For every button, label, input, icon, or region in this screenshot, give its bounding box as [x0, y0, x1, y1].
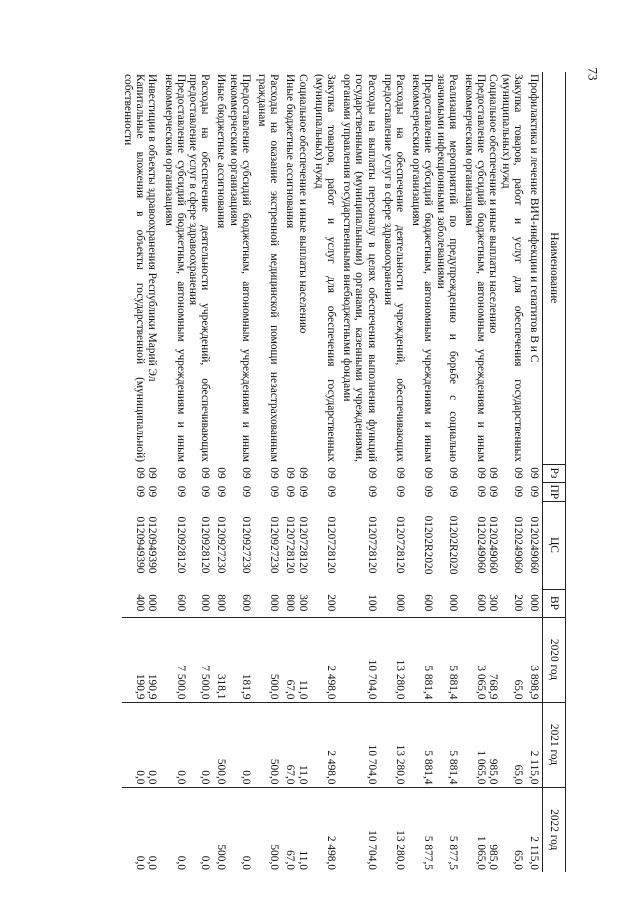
- cell-rz: 09: [174, 467, 187, 479]
- cell-pr: 09: [296, 485, 309, 498]
- cell-2021: 65,0: [499, 702, 523, 787]
- cell-2022: 67,0: [284, 787, 296, 872]
- table-row: [463, 72, 487, 872]
- cell-name: Инвестиции в объекты здравоохранения Республики Марий Эл: [146, 74, 159, 382]
- header-rz: Рз: [543, 464, 566, 482]
- cell-2021: 500,0: [256, 702, 280, 787]
- cell-name: Профилактика и лечение ВИЧ-инфекции и гепатитов В и С: [528, 74, 540, 363]
- cell-cs: 0120927230: [215, 516, 228, 574]
- row-spacer: [252, 72, 256, 872]
- spacer-cell: [309, 482, 313, 501]
- spacer-cell: [158, 617, 162, 702]
- cell-cs: 0120249060: [511, 516, 524, 574]
- cell-vr: 600: [239, 594, 252, 612]
- cell-name: Предоставление субсидий бюджетным, автономным учреждениям и иным некоммерческим организациям: [410, 74, 435, 462]
- spacer-cell: [459, 787, 463, 872]
- table-row: [146, 72, 158, 872]
- cell-rz: 09: [487, 467, 500, 479]
- table-header-row: [543, 72, 566, 872]
- cell-2021: 1 065,0: [463, 702, 487, 787]
- cell-name: Иные бюджетные ассигнования: [215, 74, 228, 229]
- cell-vr: 000: [199, 594, 212, 612]
- cell-2020: 318,1: [215, 617, 227, 702]
- spacer-cell: [406, 787, 410, 872]
- cell-2022: 11,0: [296, 787, 308, 872]
- header-pr: ПР: [543, 482, 566, 501]
- cell-2020: 7 500,0: [162, 617, 186, 702]
- cell-2022: 65,0: [499, 787, 523, 872]
- cell-2021: 0,0: [227, 702, 251, 787]
- cell-2021: 5 881,4: [434, 702, 458, 787]
- cell-pr: 09: [174, 485, 187, 498]
- cell-2020: 190,9: [122, 617, 146, 702]
- cell-cs: 0120249060: [475, 516, 488, 574]
- spacer-cell: [252, 617, 256, 702]
- table-row: [499, 72, 523, 872]
- cell-vr: 600: [174, 594, 187, 612]
- spacer-cell: [459, 482, 463, 501]
- cell-vr: 800: [215, 594, 228, 612]
- cell-pr: 09: [284, 485, 297, 498]
- cell-rz: 09: [511, 467, 524, 479]
- cell-vr: 000: [268, 594, 281, 612]
- spacer-cell: [378, 589, 382, 617]
- row-spacer: [309, 72, 313, 872]
- cell-2022: 0,0: [146, 787, 158, 872]
- header-name: Наименование: [543, 72, 566, 464]
- table-row: [296, 72, 308, 872]
- spacer-cell: [252, 72, 256, 464]
- cell-rz: 09: [422, 467, 435, 479]
- cell-2021: 2 115,0: [528, 702, 543, 787]
- cell-rz: 09: [296, 467, 309, 479]
- cell-2021: 985,0: [487, 702, 499, 787]
- spacer-cell: [406, 702, 410, 787]
- cell-rz: 09: [268, 467, 281, 479]
- cell-2020: 2 498,0: [313, 617, 337, 702]
- cell-cs: 0120927230: [239, 516, 252, 574]
- header-cs: ЦС: [543, 501, 566, 589]
- cell-2022: 0,0: [187, 787, 211, 872]
- table-row: [256, 72, 280, 872]
- spacer-cell: [158, 702, 162, 787]
- cell-name: Расходы на обеспечение деятельности учреждений, обеспечивающих предоставление услуг в сфере здравоохранения: [381, 74, 406, 462]
- cell-cs: 0120927230: [268, 516, 281, 574]
- spacer-cell: [378, 787, 382, 872]
- cell-2021: 67,0: [284, 702, 296, 787]
- spacer-cell: [158, 589, 162, 617]
- cell-2021: 0,0: [122, 702, 146, 787]
- table-row: [215, 72, 227, 872]
- cell-name: Социальное обеспечение и иные выплаты населению: [296, 74, 309, 334]
- spacer-cell: [309, 702, 313, 787]
- cell-2021: 11,0: [296, 702, 308, 787]
- spacer-cell: [378, 702, 382, 787]
- spacer-cell: [406, 482, 410, 501]
- cell-rz: 09: [239, 467, 252, 479]
- spacer-cell: [252, 501, 256, 589]
- cell-vr: 400: [134, 594, 147, 612]
- cell-pr: 09: [146, 485, 159, 498]
- cell-2021: 0,0: [146, 702, 158, 787]
- table-row: [284, 72, 296, 872]
- cell-cs: 0120949390: [134, 516, 147, 574]
- cell-name: Социальное обеспечение и иные выплаты населению: [487, 74, 500, 334]
- cell-2020: 13 280,0: [382, 617, 406, 702]
- table-row: [487, 72, 499, 872]
- cell-2020: 181,9: [227, 617, 251, 702]
- table-body: [122, 72, 543, 872]
- cell-pr: 09: [268, 485, 281, 498]
- cell-2022: 1 065,0: [463, 787, 487, 872]
- header-2022: 2022 год: [543, 787, 566, 872]
- spacer-cell: [309, 617, 313, 702]
- cell-pr: 09: [324, 485, 337, 498]
- cell-vr: 000: [446, 594, 459, 612]
- cell-vr: 000: [393, 594, 406, 612]
- spacer-cell: [337, 589, 341, 617]
- cell-pr: 09: [475, 485, 488, 498]
- cell-vr: 200: [511, 594, 524, 612]
- page-number: 73: [585, 67, 601, 81]
- cell-pr: 09: [446, 485, 459, 498]
- header-2021: 2021 год: [543, 702, 566, 787]
- cell-cs: 0120928120: [174, 516, 187, 574]
- cell-vr: 300: [296, 594, 309, 612]
- spacer-cell: [158, 464, 162, 482]
- cell-2022: 5 877,5: [410, 787, 434, 872]
- table-row: [227, 72, 251, 872]
- cell-pr: 09: [487, 485, 500, 498]
- cell-pr: 09: [199, 485, 212, 498]
- spacer-cell: [378, 464, 382, 482]
- cell-2021: 0,0: [162, 702, 186, 787]
- cell-2021: 500,0: [215, 702, 227, 787]
- spacer-cell: [337, 702, 341, 787]
- cell-vr: 600: [475, 594, 488, 612]
- cell-vr: 000: [528, 594, 540, 612]
- cell-cs: 0120728120: [284, 516, 297, 574]
- cell-2022: 2 115,0: [528, 787, 543, 872]
- spacer-cell: [406, 589, 410, 617]
- cell-2022: 0,0: [227, 787, 251, 872]
- cell-pr: 09: [511, 485, 524, 498]
- header-vr: ВР: [543, 589, 566, 617]
- header-2020: 2020 год: [543, 617, 566, 702]
- spacer-cell: [158, 501, 162, 589]
- cell-name: Предоставление субсидий бюджетным, автономным учреждениям и иным некоммерческим организациям: [162, 74, 187, 462]
- cell-name: Капитальные вложения в объекты государственной (муниципальной) собственности: [121, 74, 147, 462]
- table-row: [162, 72, 186, 872]
- cell-2020: 190,9: [146, 617, 158, 702]
- cell-rz: 09: [199, 467, 212, 479]
- cell-2020: 10 704,0: [341, 617, 378, 702]
- cell-2021: 10 704,0: [341, 702, 378, 787]
- spacer-cell: [252, 787, 256, 872]
- spacer-cell: [337, 482, 341, 501]
- cell-cs: 0120728120: [324, 516, 337, 574]
- cell-name: Закупка товаров, работ и услуг для обеспечения государственных (муниципальных) нужд: [499, 74, 524, 462]
- cell-2022: 0,0: [162, 787, 186, 872]
- cell-pr: 09: [215, 485, 228, 498]
- cell-2020: 5 881,4: [410, 617, 434, 702]
- cell-cs: 01202R2020: [422, 515, 435, 575]
- cell-2020: 5 881,4: [434, 617, 458, 702]
- cell-2020: 67,0: [284, 617, 296, 702]
- cell-cs: 0120249060: [487, 516, 500, 574]
- cell-rz: 09: [365, 467, 378, 479]
- cell-name: Расходы на оказание экстренной медицинской помощи незастрахованным гражданам: [255, 74, 281, 462]
- spacer-cell: [459, 501, 463, 589]
- cell-2020: 65,0: [499, 617, 523, 702]
- cell-2020: 7 500,0: [187, 617, 211, 702]
- cell-name: Предоставление субсидий бюджетным, автономным учреждениям и иным некоммерческим организациям: [462, 74, 488, 462]
- cell-2022: 2 498,0: [313, 787, 337, 872]
- spacer-cell: [309, 787, 313, 872]
- cell-cs: 0120728120: [393, 516, 406, 574]
- spacer-cell: [378, 617, 382, 702]
- cell-2022: 500,0: [256, 787, 280, 872]
- cell-rz: 09: [475, 467, 488, 479]
- cell-rz: 09: [446, 467, 459, 479]
- cell-2022: 0,0: [122, 787, 146, 872]
- spacer-cell: [337, 464, 341, 482]
- spacer-cell: [406, 501, 410, 589]
- cell-2020: 768,9: [487, 617, 499, 702]
- cell-2021: 13 280,0: [382, 702, 406, 787]
- table-row: [382, 72, 406, 872]
- cell-pr: 09: [365, 485, 378, 498]
- cell-cs: 01202R2020: [446, 515, 459, 575]
- cell-cs: 0120949390: [146, 516, 159, 574]
- table-row: [187, 72, 211, 872]
- spacer-cell: [406, 464, 410, 482]
- cell-2020: 500,0: [256, 617, 280, 702]
- cell-2022: 500,0: [215, 787, 227, 872]
- spacer-cell: [337, 501, 341, 589]
- spacer-cell: [459, 589, 463, 617]
- cell-2020: 3 065,0: [463, 617, 487, 702]
- cell-2022: 10 704,0: [341, 787, 378, 872]
- cell-rz: 09: [324, 467, 337, 479]
- cell-pr: 09: [393, 485, 406, 498]
- table-row: [434, 72, 458, 872]
- cell-vr: 800: [284, 594, 297, 612]
- cell-rz: 09: [528, 467, 540, 479]
- cell-name: Реализация мероприятий по предупреждению и борьбе с социально значимыми инфекционными заболеваниями: [434, 74, 459, 462]
- cell-pr: 09: [239, 485, 252, 498]
- cell-2022: 13 280,0: [382, 787, 406, 872]
- rotated-table-container: [17, 72, 566, 872]
- cell-2022: 985,0: [487, 787, 499, 872]
- cell-2020: 3 898,9: [528, 617, 543, 702]
- table-row: [122, 72, 146, 872]
- cell-2020: 11,0: [296, 617, 308, 702]
- spacer-cell: [459, 464, 463, 482]
- cell-rz: 09: [393, 467, 406, 479]
- spacer-cell: [252, 589, 256, 617]
- budget-table: [122, 72, 566, 872]
- cell-pr: 09: [422, 485, 435, 498]
- cell-pr: 09: [134, 485, 147, 498]
- cell-pr: 09: [528, 485, 540, 498]
- spacer-cell: [158, 787, 162, 872]
- table-row: [410, 72, 434, 872]
- cell-rz: 09: [134, 467, 147, 479]
- cell-vr: 000: [146, 594, 159, 612]
- cell-vr: 600: [422, 594, 435, 612]
- cell-2022: 5 877,5: [434, 787, 458, 872]
- cell-cs: 0120249060: [528, 516, 540, 574]
- cell-vr: 100: [365, 594, 378, 612]
- spacer-cell: [252, 702, 256, 787]
- cell-vr: 200: [324, 594, 337, 612]
- cell-2021: 2 498,0: [313, 702, 337, 787]
- spacer-cell: [158, 482, 162, 501]
- cell-name: Расходы на обеспечение деятельности учреждений, обеспечивающих предоставление услуг в сфере здравоохранения: [186, 74, 212, 462]
- spacer-cell: [459, 617, 463, 702]
- cell-name: Закупка товаров, работ и услуг для обеспечения государственных (муниципальных) нужд: [312, 74, 337, 462]
- spacer-cell: [309, 501, 313, 589]
- table-row: [341, 72, 378, 872]
- cell-cs: 0120728120: [365, 516, 378, 574]
- cell-rz: 09: [215, 467, 228, 479]
- spacer-cell: [459, 702, 463, 787]
- cell-2021: 0,0: [187, 702, 211, 787]
- spacer-cell: [309, 464, 313, 482]
- table-row: [313, 72, 337, 872]
- cell-name: Иные бюджетные ассигнования: [284, 74, 297, 229]
- spacer-cell: [252, 464, 256, 482]
- spacer-cell: [337, 617, 341, 702]
- spacer-cell: [406, 617, 410, 702]
- cell-name: Расходы на выплаты персоналу в целях обеспечения выполнения функций государственными (муниципальными) органами, казенными учреждениями, органами управления государственными внебюджетными фондами: [341, 74, 378, 462]
- spacer-cell: [309, 589, 313, 617]
- cell-vr: 300: [487, 594, 500, 612]
- cell-rz: 09: [146, 467, 159, 479]
- cell-cs: 0120928120: [199, 516, 212, 574]
- cell-2021: 5 881,4: [410, 702, 434, 787]
- table-row: [528, 72, 543, 872]
- cell-rz: 09: [284, 467, 297, 479]
- spacer-cell: [378, 482, 382, 501]
- cell-name: Предоставление субсидий бюджетным, автономным учреждениям и иным некоммерческим организациям: [227, 74, 252, 462]
- cell-cs: 0120728120: [296, 516, 309, 574]
- spacer-cell: [337, 787, 341, 872]
- spacer-cell: [252, 482, 256, 501]
- spacer-cell: [378, 501, 382, 589]
